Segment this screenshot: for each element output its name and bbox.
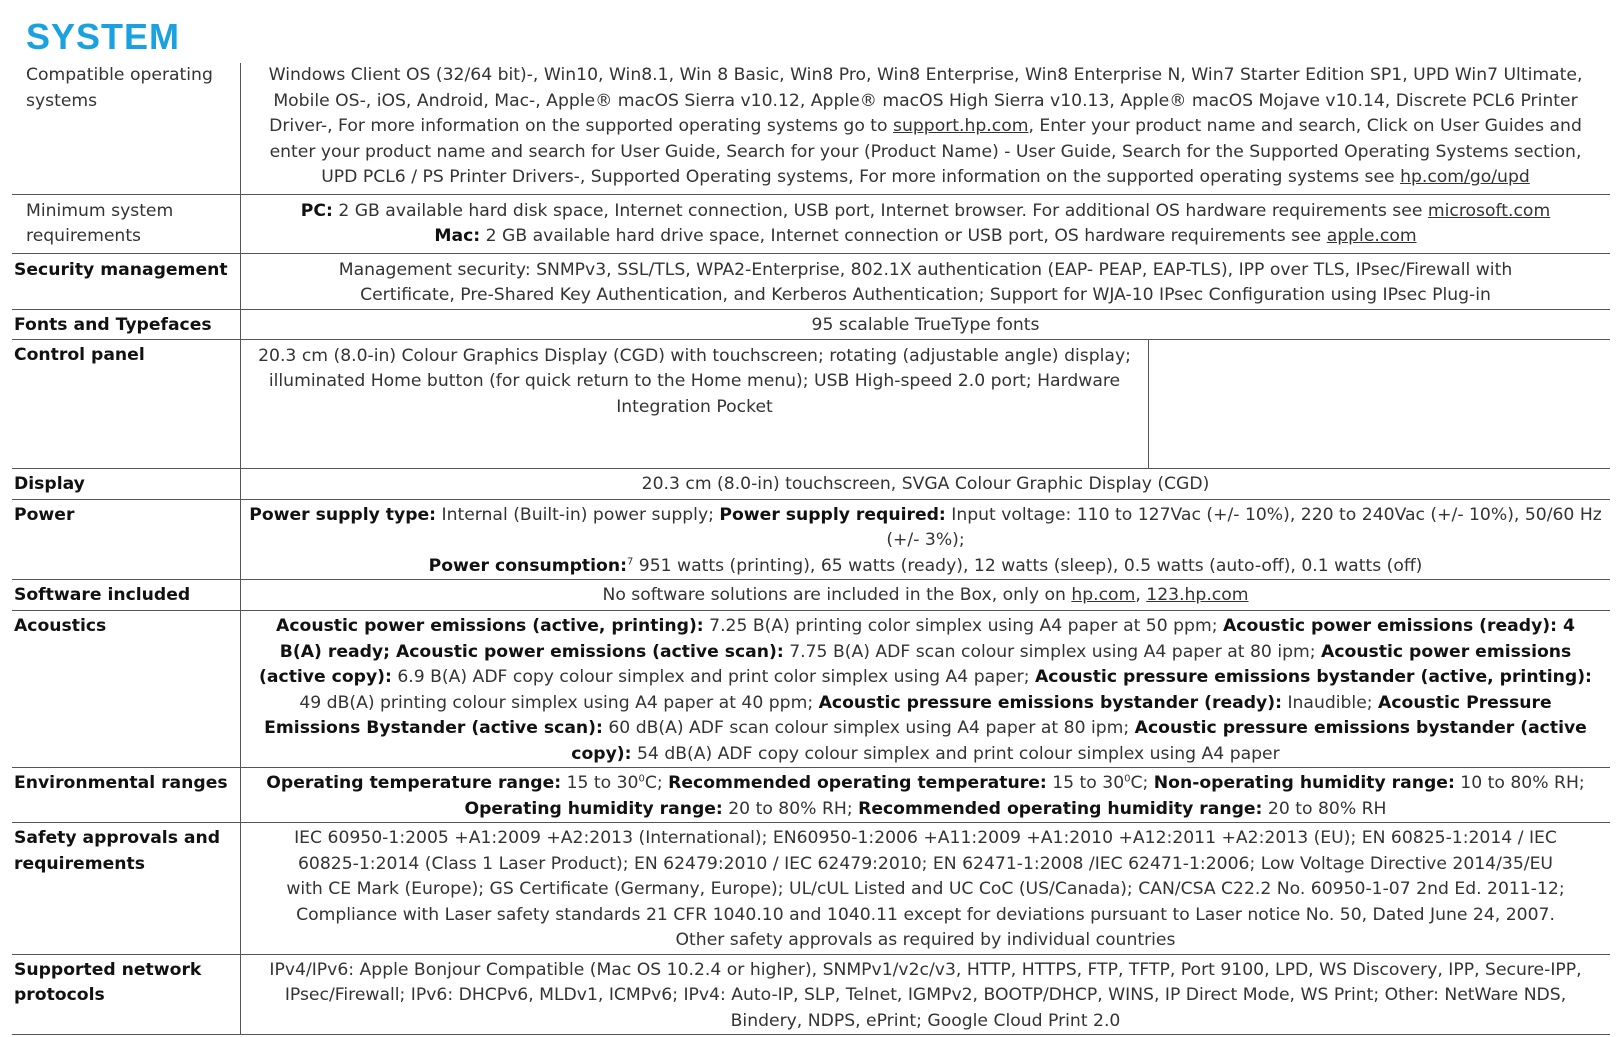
empty-cell xyxy=(1149,340,1610,468)
power-type-label: Power supply type: xyxy=(249,504,437,525)
env-text: C; xyxy=(1130,773,1154,793)
acoustic-text: 60 dB(A) ADF scan colour simplex using A4 paper at 80 ipm; xyxy=(602,718,1135,738)
row-value: IEC 60950-1:2005 +A1:2009 +A2:2013 (International); EN60950-1:2006 +A11:2009 +A1:2010 +A12:2011 +A2:2013 (EU); EN 60825-1:2014 / IEC 60825-1:2014 (Class 1 Laser Product); EN 62479:2010 / IEC 62479:2010; EN 62471-1:2008 /IEC 62471-1:2006; Low Voltage Directive 2014/35/EU with CE Mark (Europe); GS Certificate (Germany, Europe); UL/cUL Listed and UC CoC (US/Canada); CAN/CSA C22.2 No. 60950-1-07 2nd Ed. 2011-12; Compliance with Laser safety standards 21 CFR 1040.10 and 1040.11 except for deviations pursuant to Laser notice No. 50, Dated June 24, 2007. Other safety approvals as required by individual countries xyxy=(241,823,1611,955)
row-label: Minimum system requirements xyxy=(26,200,174,246)
control-panel-text: 20.3 cm (8.0-in) Colour Graphics Display (CGD) with touchscreen; rotating (adjustable angle) display; illuminated Home button (for quick return to the Home menu); USB High-speed 2.0 port; Hardware Integration Pocket xyxy=(241,340,1149,468)
row-label: Safety approvals and requirements xyxy=(14,828,221,874)
env-text: 10 to 80% RH; xyxy=(1454,773,1585,793)
power-cons-label: Power consumption: xyxy=(428,555,627,576)
link-separator: , xyxy=(1135,585,1147,605)
table-row xyxy=(12,194,1610,253)
123hp-link[interactable]: 123.hp.com xyxy=(1146,585,1249,605)
row-label: Fonts and Typefaces xyxy=(14,314,212,335)
table-row xyxy=(12,253,1610,309)
row-value: 95 scalable TrueType fonts xyxy=(241,309,1611,339)
mac-text: 2 GB available hard drive space, Internet connection or USB port, OS hardware requirements see xyxy=(480,226,1327,246)
acoustic-text: 6.9 B(A) ADF copy colour simplex and print color simplex using A4 paper; xyxy=(391,667,1035,687)
row-label: Power xyxy=(14,504,75,525)
table-row xyxy=(12,580,1610,611)
row-label: Control panel xyxy=(14,344,145,365)
row-value: 20.3 cm (8.0-in) touchscreen, SVGA Colour Graphic Display (CGD) xyxy=(241,468,1611,499)
os-text: Windows Client OS (32/64 bit)-, Win10, Win8.1, Win 8 Basic, Win8 Pro, Win8 Enterprise, Win8 Enterprise N, Win7 Starter Edition SP1, UPD Win7 Ultimate, Mobile OS-, iOS, Android, Mac-, Apple® macOS Sierra v10.12, Apple® macOS High Sierra v10.13, Apple® macOS Mojave v10.14, Discrete PCL6 Printer Driver-, For more information on the supported operating systems go to xyxy=(268,65,1583,136)
row-label: Acoustics xyxy=(14,616,107,636)
table-row xyxy=(12,468,1610,499)
row-label: Software included xyxy=(14,585,191,605)
acoustic-label: Acoustic power emissions (ready): 4 B(A) ready; Acoustic power emissions (active scan): xyxy=(279,616,1575,662)
table-row xyxy=(12,63,1610,194)
pc-label: PC: xyxy=(300,200,333,221)
acoustic-label: Acoustic power emissions (active copy): xyxy=(259,641,1572,687)
software-text: No software solutions are included in the Box, only on xyxy=(602,585,1072,605)
env-label: Recommended operating humidity range: xyxy=(858,798,1263,819)
row-value xyxy=(241,63,1611,194)
env-label: Operating humidity range: xyxy=(464,798,723,819)
table-row xyxy=(12,309,1610,339)
degree-mark: 0 xyxy=(638,773,645,785)
apple-link[interactable]: apple.com xyxy=(1326,226,1417,246)
row-label: Supported network protocols xyxy=(14,959,202,1005)
acoustic-text: 7.25 B(A) printing color simplex using A4 paper at 50 ppm; xyxy=(703,616,1223,636)
spec-table xyxy=(12,63,1610,1035)
acoustic-label: Acoustic Pressure Emissions Bystander (active scan): xyxy=(264,692,1552,738)
power-cons-text: 951 watts (printing), 65 watts (ready), 12 watts (sleep), 0.5 watts (auto-off), 0.1 watts (off) xyxy=(633,555,1423,576)
env-text: C; xyxy=(644,773,669,793)
footnote-ref: 7 xyxy=(626,555,634,567)
row-label: Security management xyxy=(14,259,228,280)
mac-label: Mac: xyxy=(434,226,481,246)
power-type-text: Internal (Built-in) power supply; xyxy=(436,504,720,525)
env-text: 15 to 30 xyxy=(1046,773,1125,793)
table-row xyxy=(12,339,1610,468)
acoustic-text: 49 dB(A) printing colour simplex using A4 paper at 40 ppm; xyxy=(299,692,819,713)
row-value xyxy=(241,339,1611,468)
upd-link[interactable]: hp.com/go/upd xyxy=(1400,167,1530,187)
env-label: Recommended operating temperature: xyxy=(668,773,1047,793)
table-row xyxy=(12,823,1610,955)
support-link[interactable]: support.hp.com xyxy=(893,116,1029,136)
row-value xyxy=(241,194,1611,253)
env-label: Operating temperature range: xyxy=(266,773,562,793)
row-label: Compatible operating systems xyxy=(26,65,213,111)
env-text: 15 to 30 xyxy=(561,773,639,793)
row-label: Display xyxy=(14,473,85,494)
table-row xyxy=(12,611,1610,768)
section-title: SYSTEM xyxy=(26,16,181,57)
degree-mark: 0 xyxy=(1124,773,1131,785)
acoustic-label: Acoustic pressure emissions bystander (ready): xyxy=(818,692,1282,713)
env-label: Non-operating humidity range: xyxy=(1153,773,1455,793)
power-req-text: Input voltage: 110 to 127Vac (+/- 10%), 220 to 240Vac (+/- 10%), 50/60 Hz (+/- 3%); xyxy=(886,504,1602,550)
row-label: Environmental ranges xyxy=(14,773,228,793)
microsoft-link[interactable]: microsoft.com xyxy=(1427,200,1551,221)
row-value xyxy=(241,768,1611,823)
row-value xyxy=(241,499,1611,580)
acoustic-text: 54 dB(A) ADF copy colour simplex and print colour simplex using A4 paper xyxy=(631,743,1280,764)
power-req-label: Power supply required: xyxy=(719,504,946,525)
row-value: Management security: SNMPv3, SSL/TLS, WPA2-Enterprise, 802.1X authentication (EAP- PEAP, EAP-TLS), IPP over TLS, IPsec/Firewall with Certificate, Pre-Shared Key Authentication, and Kerberos Authentication; Support for WJA-10 IPsec Configuration using IPsec Plug-in xyxy=(241,253,1611,309)
pc-text: 2 GB available hard disk space, Internet connection, USB port, Internet browser. For additional OS hardware requirements see xyxy=(332,200,1428,221)
table-row xyxy=(12,768,1610,823)
acoustic-text: Inaudible; xyxy=(1281,692,1379,713)
table-row xyxy=(12,954,1610,1035)
control-panel-cell xyxy=(241,340,1610,468)
row-value: IPv4/IPv6: Apple Bonjour Compatible (Mac OS 10.2.4 or higher), SNMPv1/v2c/v3, HTTP, HTTPS, FTP, TFTP, Port 9100, LPD, WS Discovery, IPP, Secure-IPP, IPsec/Firewall; IPv6: DHCPv6, MLDv1, ICMPv6; IPv4: Auto-IP, SLP, Telnet, IGMPv2, BOOTP/DHCP, WINS, IP Direct Mode, WS Print; Other: NetWare NDS, Bindery, NDPS, ePrint; Google Cloud Print 2.0 xyxy=(241,954,1611,1035)
row-value xyxy=(241,580,1611,611)
table-row xyxy=(12,499,1610,580)
acoustic-label: Acoustic pressure emissions bystander (active copy): xyxy=(571,718,1587,764)
acoustic-label: Acoustic pressure emissions bystander (active, printing): xyxy=(1034,667,1592,687)
os-text-2: , Enter your product name and search, Click on User Guides and enter your product name and search for User Guide, Search for your (Product Name) - User Guide, Search for the Supported Operating Systems section, UPD PCL6 / PS Printer Drivers-, Supported Operating systems, For more information on the supported operating systems see xyxy=(269,116,1582,187)
env-text: 20 to 80% RH xyxy=(1262,798,1387,819)
row-value xyxy=(241,611,1611,768)
hp-link[interactable]: hp.com xyxy=(1071,585,1136,605)
acoustic-label: Acoustic power emissions (active, printing): xyxy=(276,616,704,636)
acoustic-text: 7.75 B(A) ADF scan colour simplex using A4 paper at 80 ipm; xyxy=(783,641,1322,662)
env-text: 20 to 80% RH; xyxy=(722,798,859,819)
